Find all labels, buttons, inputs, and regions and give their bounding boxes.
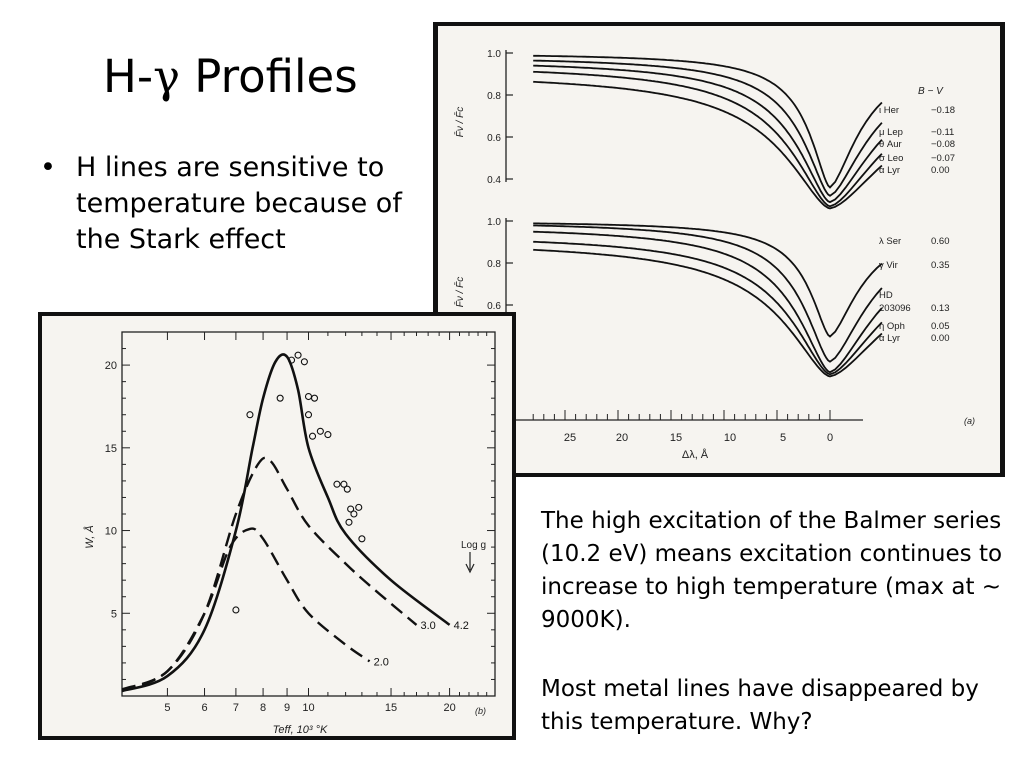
legend-star: α Lyr xyxy=(879,165,900,176)
top-ytick: 1.0 xyxy=(487,49,501,60)
legend-star: η Oph xyxy=(879,321,905,332)
legend-bv: −0.18 xyxy=(931,105,956,116)
legend-star: μ Lep xyxy=(879,127,903,138)
a-xtick: 20 xyxy=(615,432,629,444)
legend-star: 203096 xyxy=(879,303,911,314)
legend-star: γ Vir xyxy=(879,260,898,271)
legend-bv: 0.00 xyxy=(931,333,950,344)
bullet-marker: • xyxy=(40,152,56,183)
bullet-point xyxy=(40,150,425,258)
a-xtick: 5 xyxy=(779,432,787,444)
figure-a-plot xyxy=(433,22,1005,477)
figure-a xyxy=(433,22,1005,477)
legend-bv: 0.13 xyxy=(931,303,950,314)
b-xtick-label: 10 xyxy=(302,702,315,714)
legend-bv: −0.11 xyxy=(931,127,955,138)
a-xtick: 10 xyxy=(723,432,737,444)
b-xtick-label: 7 xyxy=(232,702,239,714)
curve-label-logg-2.0: 2.0 xyxy=(373,656,389,669)
top-ylabel: F̄ν / F̄c xyxy=(455,106,466,138)
legend-star: α Lyr xyxy=(879,333,900,344)
curve-label-logg-4.2: 4.2 xyxy=(453,619,469,632)
figure-b xyxy=(38,312,516,740)
legend-star: σ Leo xyxy=(879,153,904,164)
title-prefix: H- xyxy=(103,50,154,103)
figure-b-plot xyxy=(38,312,516,740)
bullet-text: H lines are sensitive to temperature because of the Stark effect xyxy=(76,152,402,255)
b-xtick-label: 9 xyxy=(283,702,291,714)
b-xtick-label: 15 xyxy=(384,702,398,714)
slide-title xyxy=(103,50,358,103)
a-xtick: 15 xyxy=(669,432,683,444)
legend-header-bv: B − V xyxy=(918,86,943,97)
bottom-ylabel: F̄ν / F̄c xyxy=(455,276,466,308)
bottom-ytick: 0.6 xyxy=(487,301,501,312)
b-ytick-label: 15 xyxy=(104,442,117,455)
top-ytick: 0.4 xyxy=(487,175,501,186)
title-gamma-symbol: γ xyxy=(153,50,180,103)
top-ytick: 0.6 xyxy=(487,133,501,144)
legend-bv: 0.00 xyxy=(931,165,950,176)
legend-star: λ Ser xyxy=(879,236,902,247)
curve-label-logg-3.0: 3.0 xyxy=(420,619,436,632)
note-balmer-excitation: The high excitation of the Balmer series (10.2 eV) means excitation continues to increase to high temperature (max at ~ 9000K). xyxy=(541,508,1003,633)
top-ytick: 0.8 xyxy=(487,91,501,102)
panel-a-label: (a) xyxy=(964,416,975,426)
bottom-ytick: 0.8 xyxy=(487,259,501,270)
b-xtick-label: 6 xyxy=(201,702,208,714)
a-xtick: 0 xyxy=(826,432,834,444)
b-xtick-label: 5 xyxy=(164,702,171,714)
legend-title-logg: Log g xyxy=(461,540,487,551)
b-xtick-label: 20 xyxy=(443,702,456,714)
legend-bv: −0.07 xyxy=(931,153,956,164)
panel-b-label: (b) xyxy=(475,706,486,716)
b-ylabel: W, Å xyxy=(84,525,96,549)
legend-bv: −0.08 xyxy=(931,139,956,150)
a-xtick: 25 xyxy=(563,432,577,444)
legend-bv: 0.35 xyxy=(931,260,950,271)
b-ytick-label: 5 xyxy=(110,608,117,621)
b-xtick-label: 8 xyxy=(260,702,267,714)
note-metal-lines: Most metal lines have disappeared by this temperature. Why? xyxy=(541,676,979,735)
legend-star: HD xyxy=(879,290,893,301)
bottom-ytick: 1.0 xyxy=(487,217,501,228)
legend-star: ι Her xyxy=(879,105,900,116)
a-xlabel: Δλ, Å xyxy=(681,449,709,461)
legend-star: θ Aur xyxy=(879,139,902,150)
title-suffix: Profiles xyxy=(179,50,358,103)
b-ytick-label: 20 xyxy=(104,360,117,373)
b-ytick-label: 10 xyxy=(104,525,117,538)
legend-bv: 0.05 xyxy=(931,321,950,332)
legend-bv: 0.60 xyxy=(931,236,950,247)
b-xlabel: Teff, 10³ °K xyxy=(272,724,328,736)
